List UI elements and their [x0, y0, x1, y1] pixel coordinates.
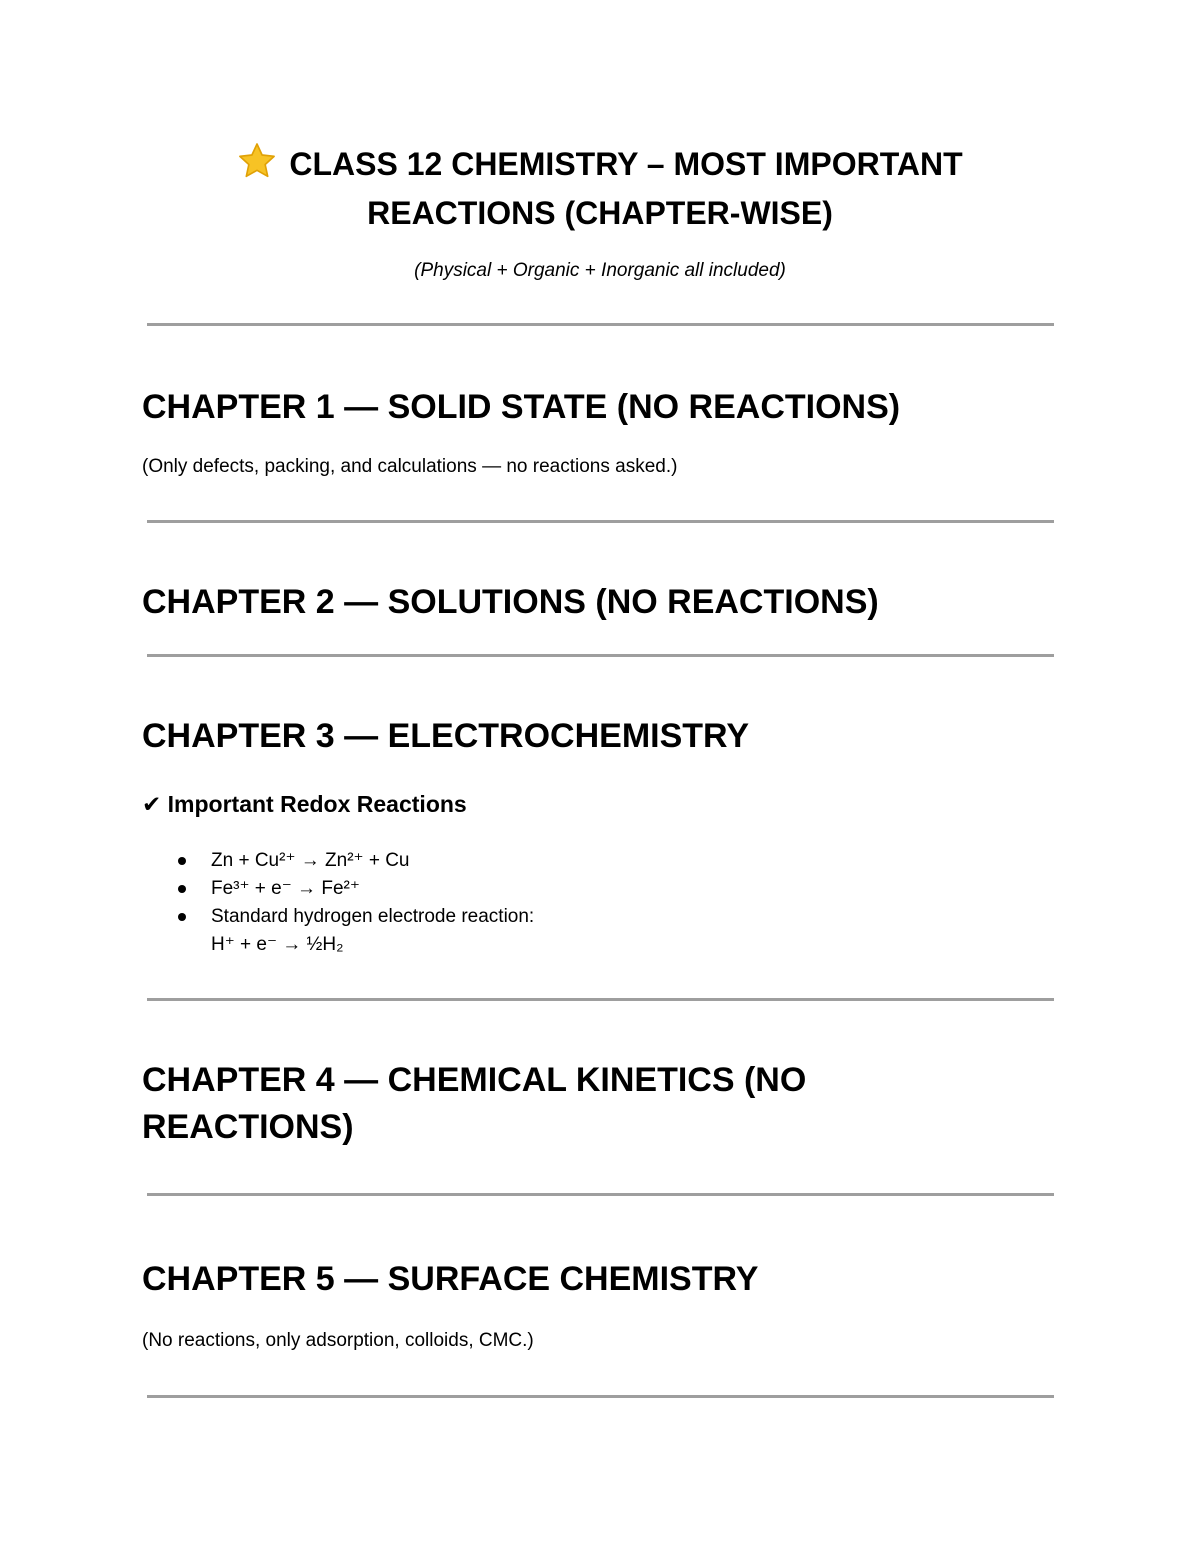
list-item — [176, 875, 534, 903]
chapter-4-heading-line-2: REACTIONS) — [142, 1108, 354, 1146]
list-item — [176, 847, 534, 875]
chapter-3-subheading: ✔ Important Redox Reactions — [142, 791, 467, 817]
reaction-text: Fe³⁺ + e⁻ → Fe²⁺ — [211, 878, 360, 899]
chapter-3-heading: CHAPTER 3 — ELECTROCHEMISTRY — [142, 717, 750, 755]
reaction-text: Zn + Cu²⁺ → Zn²⁺ + Cu — [211, 850, 410, 871]
document-title — [150, 140, 1050, 238]
chapter-4-heading-line-1: CHAPTER 4 — CHEMICAL KINETICS (NO — [142, 1061, 807, 1099]
bullet-icon — [178, 857, 186, 865]
reaction-text: Standard hydrogen electrode reaction: — [211, 906, 535, 927]
reaction-list — [176, 847, 534, 959]
bullet-icon — [178, 885, 186, 893]
title-line-1 — [150, 140, 1050, 189]
reaction-continuation: H⁺ + e⁻ → ½H₂ — [211, 934, 344, 955]
title-text-1: CLASS 12 CHEMISTRY – MOST IMPORTANT — [289, 146, 963, 182]
chapter-4-heading — [142, 1057, 1042, 1151]
divider — [147, 998, 1054, 1001]
divider — [147, 654, 1054, 657]
chapter-2-heading: CHAPTER 2 — SOLUTIONS (NO REACTIONS) — [142, 583, 879, 621]
list-item — [176, 903, 534, 959]
chapter-5-note: (No reactions, only adsorption, colloids, CMC.) — [142, 1330, 534, 1351]
divider — [147, 1395, 1054, 1398]
chapter-1-heading: CHAPTER 1 — SOLID STATE (NO REACTIONS) — [142, 388, 901, 426]
bullet-icon — [178, 913, 186, 921]
chapter-5-heading: CHAPTER 5 — SURFACE CHEMISTRY — [142, 1260, 759, 1298]
divider — [147, 520, 1054, 523]
divider — [147, 1193, 1054, 1196]
title-line-2: REACTIONS (CHAPTER-WISE) — [367, 195, 833, 231]
chapter-1-note: (Only defects, packing, and calculations — no reactions asked.) — [142, 456, 678, 477]
document-subtitle: (Physical + Organic + Inorganic all included) — [414, 260, 786, 281]
star-icon — [237, 141, 277, 181]
divider — [147, 323, 1054, 326]
